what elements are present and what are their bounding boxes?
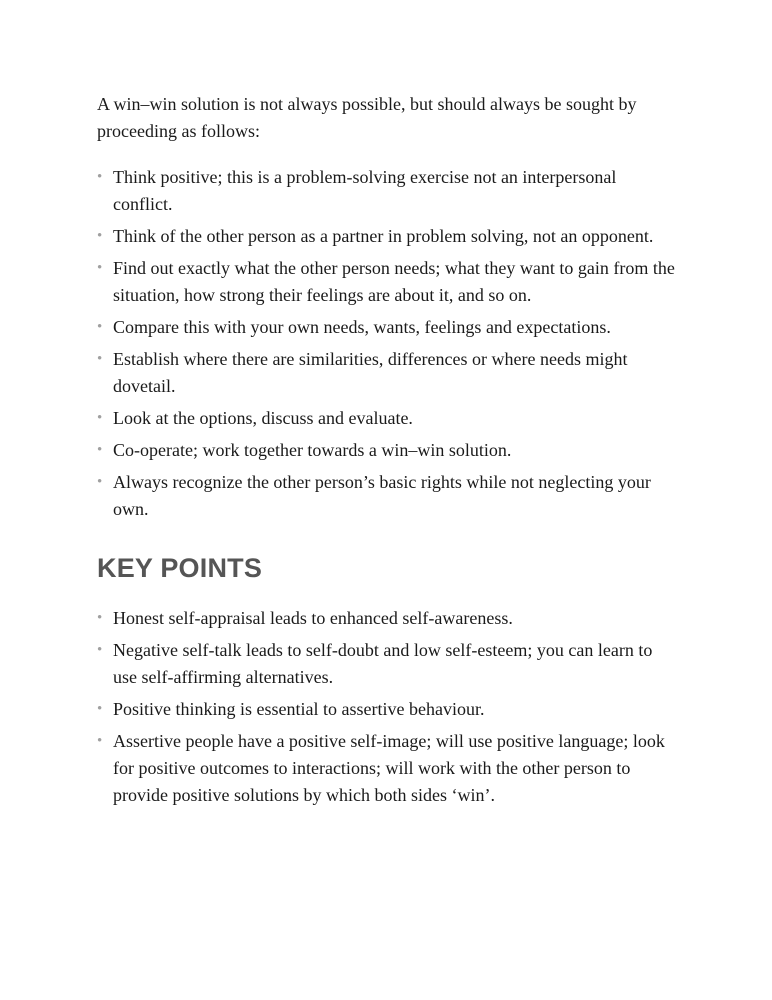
- list-item-text: Think of the other person as a partner in problem solving, not an opponent.: [113, 226, 654, 246]
- bullet-icon: •: [97, 733, 103, 749]
- bullet-icon: •: [97, 474, 103, 490]
- list-item: [97, 469, 677, 523]
- list-item-text: Always recognize the other person’s basic rights while not neglecting your own.: [113, 472, 651, 519]
- bullet-icon: •: [97, 701, 103, 717]
- list-item-text: Think positive; this is a problem-solving exercise not an interpersonal conflict.: [113, 167, 617, 214]
- list-item-text: Compare this with your own needs, wants, feelings and expectations.: [113, 317, 611, 337]
- list-item: [97, 405, 677, 432]
- bullet-icon: •: [97, 228, 103, 244]
- list-item-text: Assertive people have a positive self-image; will use positive language; look for positive outcomes to interactions; will work with the other person to provide positive solutions by which both sides ‘win’.: [113, 731, 665, 805]
- list-item: [97, 346, 677, 400]
- list-item-text: Look at the options, discuss and evaluate.: [113, 408, 413, 428]
- bullet-icon: •: [97, 642, 103, 658]
- list-item: [97, 164, 677, 218]
- list-item: [97, 255, 677, 309]
- list-item: [97, 728, 677, 809]
- bullet-icon: •: [97, 169, 103, 185]
- list-item: [97, 605, 677, 632]
- list-item: [97, 637, 677, 691]
- list-item: [97, 223, 677, 250]
- bullet-icon: •: [97, 260, 103, 276]
- bullet-icon: •: [97, 319, 103, 335]
- key-points-list: [97, 605, 677, 809]
- bullet-icon: •: [97, 410, 103, 426]
- intro-paragraph: A win–win solution is not always possible, but should always be sought by proceeding as follows:: [97, 94, 637, 141]
- steps-list: [97, 164, 677, 523]
- list-item-text: Find out exactly what the other person needs; what they want to gain from the situation, how strong their feelings are about it, and so on.: [113, 258, 675, 305]
- list-item-text: Establish where there are similarities, differences or where needs might dovetail.: [113, 349, 628, 396]
- bullet-icon: •: [97, 351, 103, 367]
- bullet-icon: •: [97, 610, 103, 626]
- document-page: [97, 91, 677, 814]
- list-item: [97, 437, 677, 464]
- list-item-text: Co-operate; work together towards a win–win solution.: [113, 440, 512, 460]
- list-item-text: Positive thinking is essential to assertive behaviour.: [113, 699, 485, 719]
- bullet-icon: •: [97, 442, 103, 458]
- list-item: [97, 696, 677, 723]
- list-item-text: Negative self-talk leads to self-doubt and low self-esteem; you can learn to use self-affirming alternatives.: [113, 640, 653, 687]
- key-points-heading: KEY POINTS: [97, 553, 263, 583]
- list-item-text: Honest self-appraisal leads to enhanced self-awareness.: [113, 608, 513, 628]
- list-item: [97, 314, 677, 341]
